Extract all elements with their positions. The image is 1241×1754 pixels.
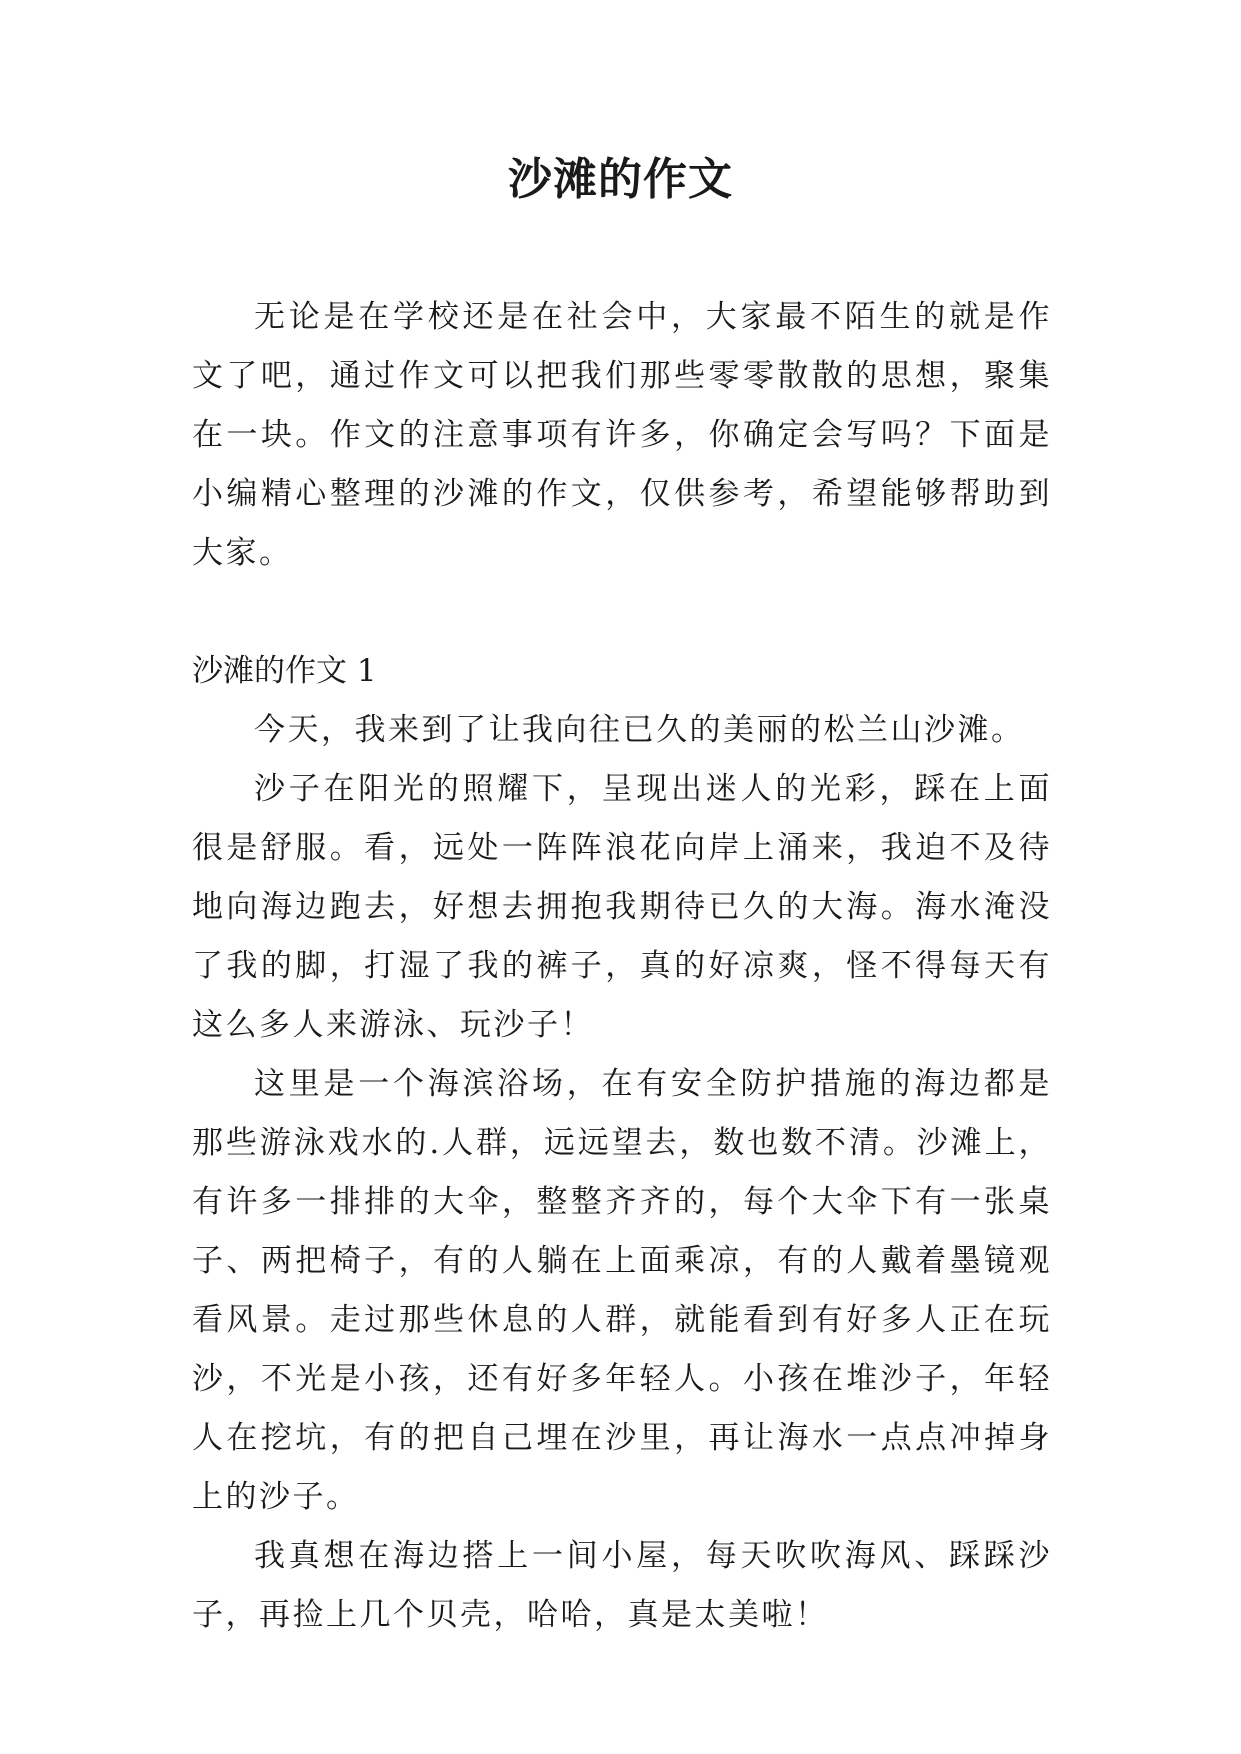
document-title: 沙滩的作文 (508, 154, 733, 205)
section-heading: 沙滩的作文 1 (192, 653, 377, 689)
body-paragraph-4: 我真想在海边搭上一间小屋，每天吹吹海风、踩踩沙子，再捡上几个贝壳，哈哈，真是太美啦！ (192, 1538, 1052, 1633)
body-paragraph-3: 这里是一个海滨浴场，在有安全防护措施的海边都是那些游泳戏水的.人群，远远望去，数也数不清。沙滩上，有许多一排排的大伞，整整齐齐的，每个大伞下有一张桌子、两把椅子，有的人躺在上面乘凉，有的人戴着墨镜观看风景。走过那些休息的人群，就能看到有好多人正在玩沙，不光是小孩，还有好多年轻人。小孩在堆沙子，年轻人在挖坑，有的把自己埋在沙里，再让海水一点点冲掉身上的沙子。 (192, 1066, 1052, 1515)
body-paragraph-2: 沙子在阳光的照耀下，呈现出迷人的光彩，踩在上面很是舒服。看，远处一阵阵浪花向岸上涌来，我迫不及待地向海边跑去，好想去拥抱我期待已久的大海。海水淹没了我的脚，打湿了我的裤子，真的好凉爽，怪不得每天有这么多人来游泳、玩沙子！ (192, 771, 1052, 1043)
document-body (192, 288, 1052, 1645)
intro-paragraph: 无论是在学校还是在社会中，大家最不陌生的就是作文了吧，通过作文可以把我们那些零零散散的思想，聚集在一块。作文的注意事项有许多，你确定会写吗？下面是小编精心整理的沙滩的作文，仅供参考，希望能够帮助到大家。 (192, 299, 1052, 571)
body-paragraph-1: 今天，我来到了让我向往已久的美丽的松兰山沙滩。 (254, 712, 1025, 748)
